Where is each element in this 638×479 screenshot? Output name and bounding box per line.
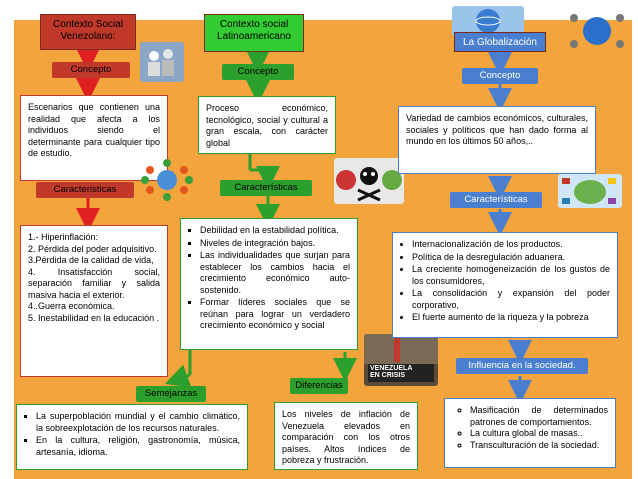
left-feature-4: 4. Insatisfacción social, separación familiar y salida masiva hacia el exterior. xyxy=(28,266,160,300)
left-concept-text: Escenarios que contienen una realidad que afecta a los individuos siendo el determinante para cualquier tipo de estudio. xyxy=(20,95,168,181)
middle-column-title: Contexto social Latinoamericano xyxy=(204,14,304,52)
influence-1: ◦ Masificación de determinados patrones de comportamientos. xyxy=(470,405,608,428)
left-concept-label: Concepto xyxy=(52,62,130,78)
differences-text: Los niveles de inflación de Venezuela elevados en comparación con los otros países. Altos índices de pobreza y frustración. xyxy=(274,402,418,470)
left-feature-5: 4..Guerra económica. xyxy=(28,301,115,311)
middle-feature-2: ▪ Niveles de integración bajos. xyxy=(200,238,350,250)
crisis-photo xyxy=(364,334,438,386)
middle-concept-label: Concepto xyxy=(222,64,294,80)
world-flags-icon xyxy=(558,174,622,208)
left-feature-6: 5. Inestabilidad en la educación . xyxy=(28,312,160,323)
influence-label: Influencia en la sociedad. xyxy=(456,358,588,374)
people-icon xyxy=(140,42,184,82)
left-feature-3: 3.Pérdida de la calidad de vida, xyxy=(28,255,154,265)
left-features-box xyxy=(20,225,168,377)
globe-network-icon xyxy=(566,8,628,54)
differences-label: Diferencias xyxy=(290,378,348,394)
right-feature-5: • El fuerte aumento de la riqueza y la pobreza xyxy=(412,312,610,324)
influence-3: ◦ Transculturación de la sociedad. xyxy=(470,440,608,452)
similarity-2: ▪ En la cultura, religión, gastronomía, música, artesanía, idioma. xyxy=(36,435,240,458)
similarities-label: Semejanzas xyxy=(136,386,206,402)
similarity-1: ▪ La superpoblación mundial y el cambio climático, la sobreexplotación de los recursos naturales. xyxy=(36,411,240,434)
middle-feature-4: ▪ Formar líderes sociales que se reúnan para lograr un verdadero crecimiento económico y social xyxy=(200,297,350,332)
middle-feature-3: ▪ Las individualidades que surjan para establecer los cambios hacia el crecimiento económico auto-sostenido. xyxy=(200,250,350,296)
middle-features-box xyxy=(180,218,358,350)
influence-box xyxy=(444,398,616,468)
right-features-box xyxy=(392,232,618,338)
right-column-title: La Globalización xyxy=(454,32,546,52)
people-circle-icon xyxy=(140,158,194,202)
right-feature-4: • La consolidación y expansión del poder corporativo, xyxy=(412,288,610,311)
middle-concept-text: Proceso económico, tecnológico, social y cultural a gran escala, con carácter global xyxy=(198,96,336,154)
left-feature-2: 2. Pérdida del poder adquisitivo. xyxy=(28,243,157,254)
skull-crossbones-icon xyxy=(334,158,404,204)
right-features-label: Características xyxy=(450,192,542,208)
left-feature-1: 1.- Hiperinflación: xyxy=(28,232,99,242)
left-column-title: Contexto Social Venezolano: xyxy=(40,14,136,50)
right-feature-1: • Internacionalización de los productos. xyxy=(412,239,610,251)
right-concept-label: Concepto xyxy=(462,68,538,84)
right-feature-3: • La creciente homogeneización de los gustos de los consumidores, xyxy=(412,264,610,287)
influence-2: ◦ La cultura global de masas.. xyxy=(470,428,608,440)
crisis-caption: VENEZUELA EN CRISIS xyxy=(370,365,413,379)
middle-feature-1: ▪ Debilidad en la estabilidad política. xyxy=(200,225,350,237)
right-concept-text: Variedad de cambios económicos, culturales, sociales y políticos que han dado forma al mundo en los últimos 50 años,.. xyxy=(398,106,596,174)
similarities-box xyxy=(16,404,248,470)
left-features-label: Caracteristicas xyxy=(36,182,134,198)
middle-features-label: Características xyxy=(220,180,312,196)
right-feature-2: • Política de la desregulación aduanera. xyxy=(412,252,610,264)
